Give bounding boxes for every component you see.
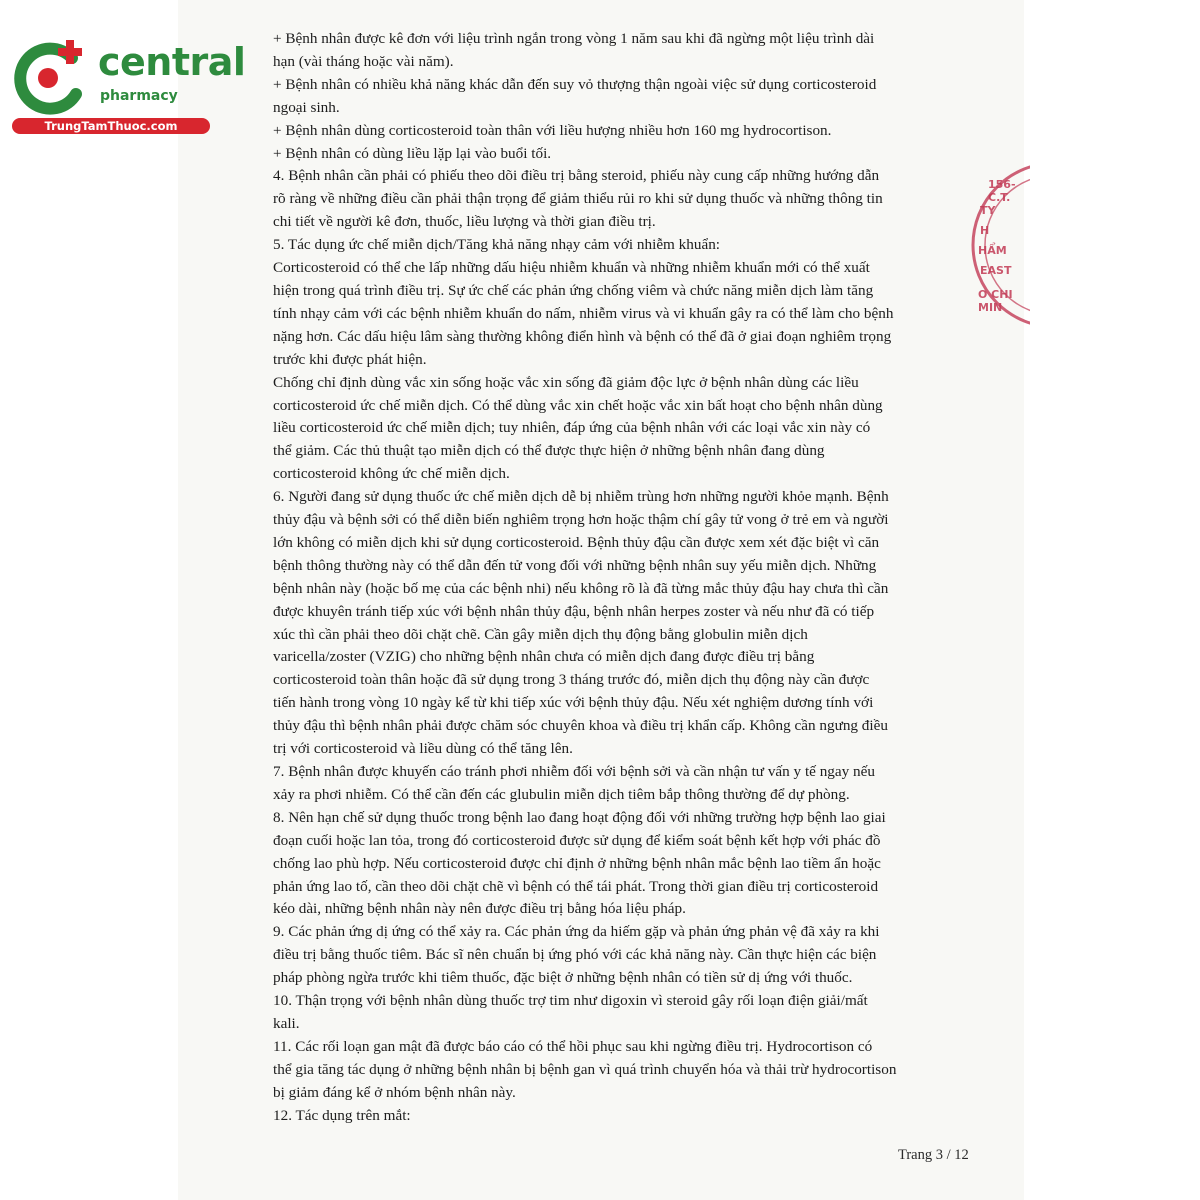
text-line: varicella/zoster (VZIG) cho những bệnh nhân chưa có miễn dịch đang được điều trị bằng (273, 648, 815, 666)
text-line: chống lao phù hợp. Nếu corticosteroid được chỉ định ở những bệnh nhân mắc bệnh lao tiềm ẩn hoặc (273, 854, 881, 872)
text-line: lớn không có miễn dịch khi sử dụng corticosteroid. Bệnh thủy đậu cần được xem xét đặc biệt vì căn (273, 533, 880, 551)
stamp-text: HẨM (978, 244, 1007, 257)
text-line: 11. Các rối loạn gan mật đã được báo cáo có thể hồi phục sau khi ngừng điều trị. Hydrocortison có (273, 1037, 873, 1055)
stamp-text: TY (980, 204, 996, 217)
text-line: phản ứng lao tố, cần theo dõi chặt chẽ vì bệnh có thể tái phát. Trong thời gian điều trị corticosteroid (273, 877, 879, 895)
text-line: đoạn cuối hoặc lan tỏa, trong đó corticosteroid được sử dụng để kiểm soát bệnh kết hợp với phác đồ (273, 831, 881, 849)
text-line: Chống chỉ định dùng vắc xin sống hoặc vắc xin sống đã giảm độc lực ở bệnh nhân dùng các liều (273, 373, 859, 391)
text-line: + Bệnh nhân có dùng liều lặp lại vào buổi tối. (273, 144, 552, 162)
text-line: thủy đậu thì bệnh nhân phải được chăm sóc chuyên khoa và điều trị khẩn cấp. Không cần ngưng điều (273, 717, 888, 735)
text-line: trị với corticosteroid và liều dùng có thể tăng lên. (273, 740, 573, 758)
text-line: được khuyên tránh tiếp xúc với bệnh nhân thủy đậu, bệnh nhân herpes zoster và nếu như đã có tiếp (273, 602, 875, 620)
text-line: trước khi được phát hiện. (273, 350, 427, 368)
text-line: + Bệnh nhân dùng corticosteroid toàn thân với liều hượng nhiều hơn 160 mg hydrocortison. (273, 121, 832, 139)
brand-url-link[interactable]: TrungTamThuoc.com (12, 118, 210, 134)
text-line: corticosteroid không ức chế miễn dịch. (273, 465, 510, 483)
text-line: 10. Thận trọng với bệnh nhân dùng thuốc trợ tim như digoxin vì steroid gây rối loạn điện giải/mất (273, 992, 868, 1010)
stamp-text: 156-C.T. (988, 178, 1016, 204)
text-line: thủy đậu và bệnh sởi có thể diễn biến nghiêm trọng hơn hoặc thậm chí gây tử vong ở trẻ em và người (273, 511, 889, 529)
text-line: + Bệnh nhân có nhiều khả năng khác dẫn đến suy vỏ thượng thận ngoài việc sử dụng corticosteroid (273, 75, 877, 93)
brand-subtitle: pharmacy (100, 88, 178, 104)
text-line: liều corticosteroid ức chế miễn dịch; tuy nhiên, đáp ứng của bệnh nhân với các loại vắc xin này có (273, 419, 871, 437)
text-line: xảy ra phơi nhiễm. Có thể cần đến các glubulin miễn dịch tiêm bắp thông thường để dự phòng. (273, 785, 850, 803)
document-body (273, 28, 971, 1128)
text-line: nặng hơn. Các dấu hiệu lâm sàng thường không điển hình và bệnh có thể đã ở giai đoạn nghiêm trọng (273, 327, 892, 345)
text-line: 9. Các phản ứng dị ứng có thể xảy ra. Các phản ứng da hiếm gặp và phản ứng phản vệ đã xảy ra khi (273, 923, 880, 941)
text-line: bệnh nhân này (hoặc bố mẹ của các bệnh nhi) nếu không rõ là đã từng mắc thủy đậu hay chưa thì cần (273, 579, 889, 597)
text-line: kéo dài, những bệnh nhân này nên được điều trị bằng hóa liệu pháp. (273, 900, 686, 918)
text-line: thể gia tăng tác dụng ở những bệnh nhân bị bệnh gan vì quá trình chuyển hóa và thải trừ hydrocortison (273, 1060, 897, 1078)
text-line: thể giảm. Các thủ thuật tạo miễn dịch có thể được thực hiện ở những bệnh nhân đang dùng (273, 442, 825, 460)
text-line: hiện trong quá trình điều trị. Sự ức chế các phản ứng chống viêm và chức năng miễn dịch làm tăng (273, 281, 874, 299)
text-line: bị giảm đáng kể ở nhóm bệnh nhân này. (273, 1083, 516, 1101)
text-line: tính nhạy cảm với các bệnh nhiễm khuẩn do nấm, nhiễm virus và vi khuẩn gây ra có thể làm cho bệnh (273, 304, 894, 322)
text-line: rõ ràng về những điều cần phải thận trọng để giảm thiểu rủi ro khi sử dụng thuốc và những thông tin (273, 190, 883, 208)
text-line: 4. Bệnh nhân cần phải có phiếu theo dõi điều trị bằng steroid, phiếu này cung cấp những hướng dẫn (273, 167, 880, 185)
text-line: 7. Bệnh nhân được khuyến cáo tránh phơi nhiễm đối với bệnh sởi và cần nhận tư vấn y tế ngay nếu (273, 763, 875, 780)
text-line: Corticosteroid có thể che lấp những dấu hiệu nhiễm khuẩn và những nhiễm khuẩn mới có thể xuất (273, 259, 870, 277)
stamp-text: EAST (980, 264, 1012, 277)
text-line: tiến hành trong vòng 10 ngày kể từ khi tiếp xúc với bệnh thủy đậu. Nếu xét nghiệm dương tính với (273, 694, 874, 712)
text-line: xúc thì cần phải theo dõi chặt chẽ. Cần gây miễn dịch thụ động bằng globulin miễn dịch (273, 625, 808, 643)
text-line: + Bệnh nhân được kê đơn với liệu trình ngắn trong vòng 1 năm sau khi đã ngừng một liệu trình dài (273, 30, 875, 47)
text-line: pháp phòng ngừa trước khi tiêm thuốc, đặc biệt ở những bệnh nhân có tiền sử dị ứng với thuốc. (273, 969, 853, 987)
brand-name: central (98, 40, 246, 84)
text-line: bệnh thông thường này có thể dẫn đến tử vong đối với những bệnh nhân suy yếu miễn dịch. Những (273, 556, 877, 574)
text-line: 6. Người đang sử dụng thuốc ức chế miễn dịch dễ bị nhiễm trùng hơn những người khỏe mạnh. Bệnh (273, 488, 889, 506)
page-number: Trang 3 / 12 (898, 1147, 969, 1163)
text-line: 12. Tác dụng trên mắt: (273, 1106, 411, 1124)
text-line: hạn (vài tháng hoặc vài năm). (273, 52, 454, 70)
text-line: kali. (273, 1014, 300, 1032)
text-line: corticosteroid toàn thân hoặc đã sử dụng trong 3 tháng trước đó, miễn dịch thụ động này cần được (273, 671, 870, 689)
brand-logo[interactable] (12, 38, 246, 138)
stamp-text: O CHI MIN (978, 288, 1013, 314)
text-line: điều trị bằng thuốc tiêm. Bác sĩ nên chuẩn bị ứng phó với các khả năng này. Cần thực hiện các biện (273, 946, 877, 964)
text-line: ngoại sinh. (273, 98, 340, 116)
text-line: chi tiết về người kê đơn, thuốc, liều lượng và thời gian điều trị. (273, 213, 656, 231)
text-line: 8. Nên hạn chế sử dụng thuốc trong bệnh lao đang hoạt động đối với những trường hợp bệnh lao giai (273, 808, 886, 826)
text-line: corticosteroid ức chế miễn dịch. Có thể dùng vắc xin chết hoặc vắc xin bất hoạt cho bệnh nhân dùng (273, 396, 883, 414)
text-line: 5. Tác dụng ức chế miễn dịch/Tăng khả năng nhạy cảm với nhiễm khuẩn: (273, 236, 721, 254)
stamp-text: H (980, 224, 990, 237)
pharmacy-logo-icon (12, 38, 92, 118)
